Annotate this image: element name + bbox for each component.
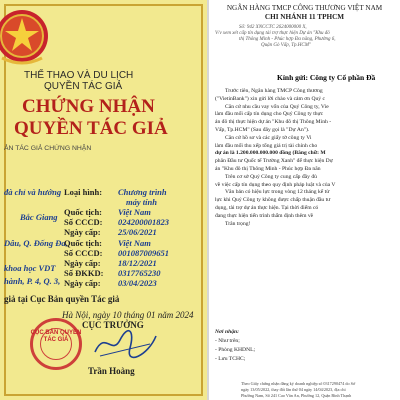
body-line: dụng, tài trợ dự án thực hiện. Tại thời điểm có (215, 204, 319, 211)
field-label-nationality-2: Quốc tịch: (64, 238, 103, 248)
left-text-2: Bắc Giang (20, 212, 58, 222)
signature-mark (90, 326, 160, 360)
field-value-issue-date-2: 18/12/2021 (118, 258, 157, 268)
ministry-name (4, 70, 133, 92)
bank-branch: CHI NHÁNH 11 TPHCM (264, 13, 345, 21)
body-line: Vấp, Tp.HCM" (Sau đây gọi là "Dự Án"). (215, 126, 310, 133)
body-line: Căn cứ hồ sơ và các giấy tờ công ty Vi (225, 134, 312, 141)
left-text-1: đà chỉ và hướng (4, 187, 62, 197)
field-label-issue-date-3: Ngày cấp: (64, 278, 101, 288)
signer-title: CỤC TRƯỞNG (82, 320, 144, 330)
body-line: dự án là 1.200.000.000.000 đồng (Bằng chữ: M (215, 150, 326, 157)
recipients-block (215, 328, 255, 364)
body-line: làm đầu mối thu xếp tổng giá trị tài chính cho (215, 142, 318, 149)
reference-subject-1: V/v xem xét cấp tín dụng tài trợ thực hiện Dự án "Khu đô (215, 31, 330, 36)
red-seal-stamp (30, 318, 82, 370)
recipient-item: - Phòng KHDNL; (215, 347, 256, 353)
ministry-line-2: QUYỀN TÁC GIẢ (44, 81, 123, 92)
body-line: án "Khu đô thị Thông Minh - Phúc hợp Đa năn (215, 165, 321, 172)
letter-body (215, 88, 398, 228)
bank-header (209, 4, 400, 22)
body-line: Trên cơ sở Quý Công ty cung cấp đầy đủ (225, 173, 317, 180)
field-value-id-2: 001087009651 (118, 248, 169, 258)
field-value-type-2: máy tính (126, 197, 157, 207)
body-line: làm đầu mối cấp tín dụng cho Quý Công ty thực (215, 111, 324, 118)
field-value-nationality-2: Việt Nam (118, 238, 151, 248)
letter-reference (215, 25, 336, 49)
field-value-issue-date-1: 25/06/2021 (118, 227, 157, 237)
field-value-nationality-1: Việt Nam (118, 207, 151, 217)
body-line: ("VietinBank") xin gửi lời chào và cảm ơn Quý c (215, 95, 325, 102)
reference-number: Số: 942 XNCCTC 2624000000 X, (239, 25, 307, 30)
field-label-issue-date-2: Ngày cấp: (64, 258, 101, 268)
body-line: phân Đầu tư Quốc tế Trường Xanh" để thực hiện Dự (215, 158, 333, 165)
body-line: về việc cấp tín dụng theo quy định pháp luật và của V (215, 181, 336, 188)
certificate-subheading: ẢN TÁC GIẢ CHỨNG NHẬN (4, 145, 92, 152)
body-line: án đô thị thực hiện dự án "Khu đô thị Thông Minh - (215, 119, 332, 126)
body-line: lực khi Quý Công ty không được chấp thuận đầu tư (215, 197, 331, 204)
signer-name: Trần Hoàng (88, 366, 135, 376)
letter-footnote (209, 381, 400, 399)
field-label-id-1: Số CCCD: (64, 217, 103, 227)
national-emblem-icon (0, 6, 62, 68)
bank-name: NGÂN HÀNG TMCP CÔNG THƯƠNG VIỆT NAM (226, 4, 383, 12)
recipient-item: - Như trên; (215, 338, 240, 344)
field-label-business-reg: Số ĐKKD: (64, 268, 104, 278)
ministry-line-1: THỂ THAO VÀ DU LỊCH (24, 70, 134, 81)
body-line: đang thực hiện tiến trình thẩm định thêm về (215, 212, 314, 219)
recipients-title: Nơi nhận: (215, 329, 239, 335)
footnote-line: Theo Giấy chứng nhận đăng ký doanh nghiệp số 0317290474 do Sở (241, 381, 356, 386)
body-line: Văn bản có hiệu lực trong vòng 12 tháng kể từ (225, 189, 330, 196)
recipient-item: - Lưu TCHC; (215, 356, 246, 362)
footnote-line: ngày 13/05/2022, thay đổi lần thứ 04 ngày 14/04/2023, địa chỉ (241, 387, 346, 392)
certificate-title-line-1: CHỨNG NHẬN (22, 96, 155, 117)
left-text-5: hành, P. 4, Q. 3, (4, 276, 61, 286)
body-line: Trân trọng! (225, 220, 251, 227)
reference-subject-3: Quận Gò Vấp, Tp.HCM" (261, 43, 312, 48)
footnote-line: Phường Nam, Số 241 Cao Văn An, Phường 12, Quận Bình Thạnh (241, 393, 352, 398)
reference-subject-2: thị Thông Minh - Phúc hợp Đa năng, Phường 6, (239, 37, 336, 42)
body-line: Căn cứ nhu cầu vay vốn của Quý Công ty, Vie (225, 103, 329, 110)
field-label-id-2: Số CCCD: (64, 248, 103, 258)
issued-at-text: giả tại Cục Bản quyền Tác giả (4, 294, 120, 304)
certificate-title (0, 96, 168, 140)
field-label-issue-date-1: Ngày cấp: (64, 227, 101, 237)
field-label-type: Loại hình: (64, 187, 103, 197)
letter-greeting: Kính gửi: Công ty Cổ phần Đầ (277, 73, 376, 82)
bank-letter (209, 0, 400, 400)
field-value-issue-date-3: 03/04/2023 (118, 278, 157, 288)
stamp-text: CỤC BẢN QUYỀN TÁC GIẢ (30, 330, 82, 343)
certificate-title-line-2: QUYỀN TÁC GIẢ (14, 118, 168, 139)
field-label-nationality-1: Quốc tịch: (64, 207, 103, 217)
field-value-id-1: 024200001823 (118, 217, 169, 227)
left-text-4: khoa học VDT (4, 263, 56, 273)
body-line: Trước tiên, Ngân hàng TMCP Công thương (225, 88, 323, 94)
left-text-3: Dâu, Q. Đống Đa, (4, 238, 68, 248)
field-value-type: Chương trình (118, 187, 167, 197)
place-date-text: Hà Nội, ngày 10 tháng 01 năm 2024 (62, 310, 194, 320)
field-value-business-reg: 0317765230 (118, 268, 161, 278)
